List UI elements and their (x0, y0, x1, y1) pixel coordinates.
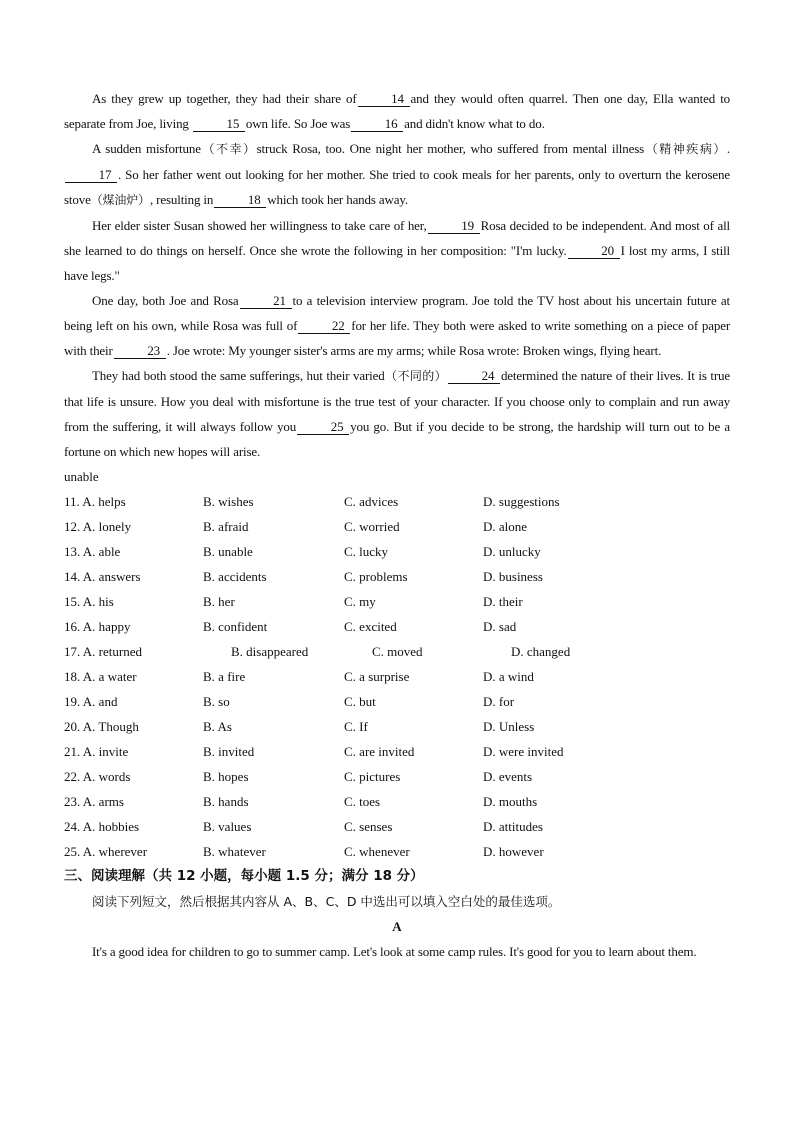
option-a: 21. A. invite (64, 744, 129, 759)
text: . Joe wrote: My younger sister's arms are my arms; while Rosa wrote: Broken wings, flying heart. (166, 343, 662, 358)
option-row-11 (64, 489, 730, 514)
option-d: D. were invited (483, 744, 564, 759)
option-d: D. business (483, 569, 543, 584)
option-c: C. problems (344, 569, 408, 584)
option-d: D. Unless (483, 719, 535, 734)
option-c: C. pictures (344, 769, 401, 784)
option-b: B. unable (203, 544, 253, 559)
option-row-25 (64, 839, 730, 864)
option-a: 12. A. lonely (64, 519, 132, 534)
text: determined the nature of their lives. It is true that life is unsure. How you deal with misfortune is the true test of your character. If you choose only to complain and run away from the suffering, it will always follow you (64, 368, 730, 434)
option-d: D. unlucky (483, 544, 541, 559)
blank-25: 25 (297, 420, 349, 435)
passage-title: A (392, 919, 402, 934)
option-row-21 (64, 739, 730, 764)
exam-page (64, 86, 730, 964)
section-instruction: 阅读下列短文，然后根据其内容从 A、B、C、D 中选出可以填入空白处的最佳选项。 (92, 894, 561, 909)
option-row-12 (64, 514, 730, 539)
reading-intro-paragraph: It's a good idea for children to go to summer camp. Let's look at some camp rules. It's good for you to learn about them. (92, 944, 697, 959)
blank-19: 19 (428, 219, 480, 234)
text: , resulting in (149, 192, 214, 207)
option-row-13 (64, 539, 730, 564)
option-d: D. events (483, 769, 533, 784)
option-c: C. senses (344, 819, 393, 834)
option-row-18 (64, 664, 730, 689)
option-row-23 (64, 789, 730, 814)
option-b: B. hopes (203, 769, 249, 784)
option-b: B. values (203, 819, 252, 834)
option-b: B. a fire (203, 669, 246, 684)
option-d: D. suggestions (483, 494, 560, 509)
option-a: 22. A. words (64, 769, 131, 784)
option-d: D. mouths (483, 794, 538, 809)
option-row-22 (64, 764, 730, 789)
option-b: B. wishes (203, 494, 254, 509)
options-list (64, 489, 730, 864)
section-heading: 三、阅读理解（共 12 小题，每小题 1.5 分；满分 18 分） (64, 868, 424, 884)
option-row-14 (64, 564, 730, 589)
option-b: B. As (203, 719, 232, 734)
option-a: 14. A. answers (64, 569, 141, 584)
text: As they grew up together, they had their share of (92, 91, 357, 106)
option-d: D. their (483, 594, 523, 609)
option-a: 20. A. Though (64, 719, 139, 734)
option-d: D. changed (511, 644, 571, 659)
text: and they would often quarrel. Then one day, Ella wanted to separate from Joe, living (64, 91, 731, 131)
text: I lost my arms, I still have legs." (64, 243, 730, 283)
option-d: D. a wind (483, 669, 534, 684)
option-a: 18. A. a water (64, 669, 137, 684)
passage-paragraph-5 (64, 363, 730, 464)
option-c: C. If (344, 719, 368, 734)
option-b: B. accidents (203, 569, 267, 584)
cjk-gloss: （煤油炉） (90, 193, 150, 207)
option-d: D. however (483, 844, 544, 859)
option-a: 13. A. able (64, 544, 121, 559)
option-a: 19. A. and (64, 694, 118, 709)
text: Rosa decided to be independent. And most of all she learned to do things on herself. Once she wrote the following in her composition: "I'm lucky. (64, 218, 730, 258)
option-c: C. moved (372, 644, 423, 659)
option-c: C. whenever (344, 844, 410, 859)
option-c: C. worried (344, 519, 400, 534)
text: . So her father went out looking for her mother. She tried to cook meals for her parents, only to overturn the kerosene stove (64, 167, 730, 207)
option-row-15 (64, 589, 730, 614)
option-row-20 (64, 714, 730, 739)
text: They had both stood the same sufferings, hut their varied (92, 368, 385, 383)
blank-14: 14 (358, 92, 410, 107)
text: to a television interview program. Joe told the TV host about his uncertain future at being left on his own, while Rosa was full of (64, 293, 730, 333)
cjk-gloss: （精神疾病） (644, 142, 727, 156)
text: and didn't know what to do. (404, 116, 545, 131)
option-row-24 (64, 814, 730, 839)
option-c: C. advices (344, 494, 399, 509)
option-d: D. attitudes (483, 819, 543, 834)
option-c: C. but (344, 694, 376, 709)
text: One day, both Joe and Rosa (92, 293, 239, 308)
option-b: B. afraid (203, 519, 249, 534)
passage-paragraph-1 (64, 86, 730, 136)
text: for her life. They both were asked to write something on a piece of paper with their (64, 318, 730, 358)
blank-22: 22 (298, 319, 350, 334)
option-b: B. confident (203, 619, 268, 634)
blank-24: 24 (448, 369, 500, 384)
option-b: B. whatever (203, 844, 266, 859)
stray-word: unable (64, 469, 99, 484)
passage-paragraph-2 (64, 136, 730, 213)
option-c: C. toes (344, 794, 381, 809)
option-b: B. so (203, 694, 230, 709)
option-b: B. hands (203, 794, 249, 809)
text: . (726, 141, 730, 156)
option-b: B. her (203, 594, 235, 609)
option-a: 11. A. helps (64, 494, 126, 509)
option-b: B. invited (203, 744, 255, 759)
option-c: C. my (344, 594, 376, 609)
text: you go. But if you decide to be strong, the hardship will turn out to be a fortune on which new hopes will arise. (64, 419, 730, 459)
option-a: 16. A. happy (64, 619, 131, 634)
blank-17: 17 (65, 168, 117, 183)
cjk-gloss: （不幸） (200, 142, 257, 156)
blank-18: 18 (214, 193, 266, 208)
option-row-17 (64, 639, 730, 664)
blank-20: 20 (568, 244, 620, 259)
passage-paragraph-4 (64, 288, 730, 363)
option-row-16 (64, 614, 730, 639)
blank-21: 21 (240, 294, 292, 309)
option-d: D. for (483, 694, 515, 709)
option-a: 23. A. arms (64, 794, 124, 809)
option-c: C. a surprise (344, 669, 410, 684)
option-row-19 (64, 689, 730, 714)
option-d: D. sad (483, 619, 517, 634)
option-a: 25. A. wherever (64, 844, 148, 859)
option-c: C. are invited (344, 744, 415, 759)
text: own life. So Joe was (245, 116, 351, 131)
option-a: 15. A. his (64, 594, 114, 609)
blank-15: 15 (193, 117, 245, 132)
passage-paragraph-3 (64, 213, 730, 288)
option-a: 24. A. hobbies (64, 819, 140, 834)
text: A sudden misfortune (92, 141, 201, 156)
blank-23: 23 (114, 344, 166, 359)
option-b: B. disappeared (231, 644, 309, 659)
blank-16: 16 (351, 117, 403, 132)
text: which took her hands away. (267, 192, 408, 207)
cjk-gloss: （不同的） (384, 369, 447, 383)
option-a: 17. A. returned (64, 644, 142, 659)
option-c: C. lucky (344, 544, 389, 559)
text: Her elder sister Susan showed her willingness to take care of her, (92, 218, 427, 233)
text: struck Rosa, too. One night her mother, who suffered from mental illness (256, 141, 645, 156)
option-c: C. excited (344, 619, 397, 634)
option-d: D. alone (483, 519, 528, 534)
